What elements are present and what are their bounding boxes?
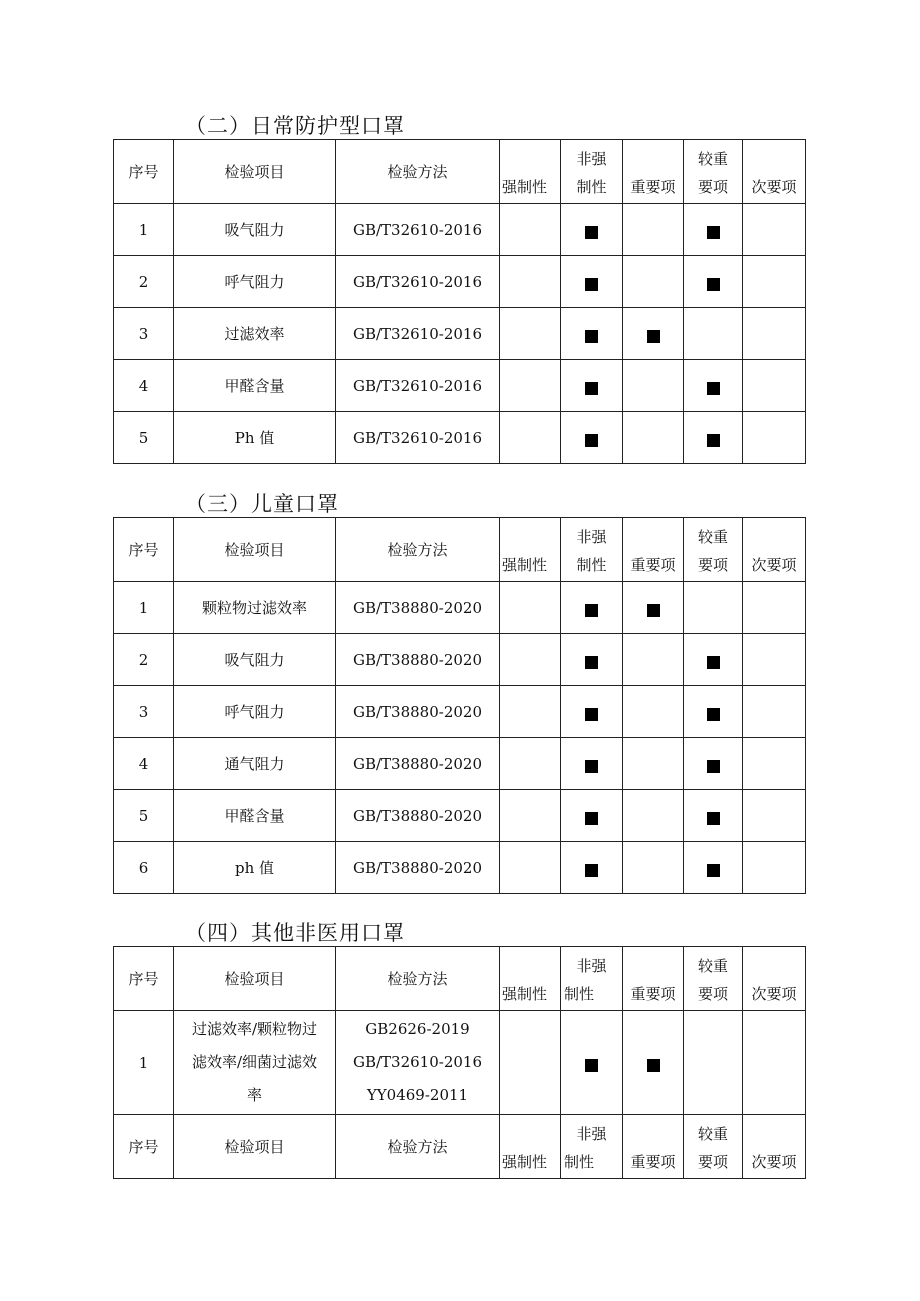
cell-method: GB/T38880-2020 bbox=[336, 790, 500, 842]
header-non-mandatory: 非强 制性 bbox=[561, 1115, 623, 1179]
cell-minor bbox=[743, 842, 806, 894]
header-fairly-important: 较重 要项 bbox=[684, 140, 743, 204]
cell-mandatory bbox=[500, 686, 561, 738]
check-mark-icon bbox=[585, 760, 598, 773]
cell-item: 呼气阻力 bbox=[174, 686, 336, 738]
table-row bbox=[114, 842, 806, 894]
header-method: 检验方法 bbox=[336, 140, 500, 204]
cell-non-mandatory bbox=[561, 790, 623, 842]
check-mark-icon bbox=[585, 1059, 598, 1072]
header-fairly-important: 较重 要项 bbox=[684, 1115, 743, 1179]
cell-minor bbox=[743, 634, 806, 686]
table-children bbox=[113, 517, 806, 894]
cell-item: 甲醛含量 bbox=[174, 790, 336, 842]
cell-important bbox=[623, 842, 684, 894]
cell-important bbox=[623, 686, 684, 738]
cell-non-mandatory bbox=[561, 1011, 623, 1115]
cell-mandatory bbox=[500, 790, 561, 842]
cell-non-mandatory bbox=[561, 204, 623, 256]
header-mandatory: 强制性 bbox=[500, 947, 561, 1011]
cell-minor bbox=[743, 686, 806, 738]
cell-minor bbox=[743, 790, 806, 842]
cell-item: 甲醛含量 bbox=[174, 360, 336, 412]
cell-method: GB/T38880-2020 bbox=[336, 842, 500, 894]
cell-mandatory bbox=[500, 842, 561, 894]
cell-mandatory bbox=[500, 204, 561, 256]
cell-non-mandatory bbox=[561, 686, 623, 738]
check-mark-icon bbox=[707, 708, 720, 721]
cell-non-mandatory bbox=[561, 308, 623, 360]
cell-seq: 6 bbox=[114, 842, 174, 894]
cell-seq: 4 bbox=[114, 360, 174, 412]
cell-seq: 1 bbox=[114, 582, 174, 634]
cell-seq: 2 bbox=[114, 634, 174, 686]
cell-mandatory bbox=[500, 256, 561, 308]
header-important: 重要项 bbox=[623, 140, 684, 204]
table-header-row bbox=[114, 140, 806, 204]
cell-fairly-important bbox=[684, 308, 743, 360]
cell-important bbox=[623, 256, 684, 308]
header-method: 检验方法 bbox=[336, 518, 500, 582]
header-mandatory: 强制性 bbox=[500, 1115, 561, 1179]
cell-seq: 3 bbox=[114, 686, 174, 738]
check-mark-icon bbox=[707, 656, 720, 669]
check-mark-icon bbox=[707, 278, 720, 291]
cell-non-mandatory bbox=[561, 412, 623, 464]
table-row bbox=[114, 1011, 806, 1115]
header-minor: 次要项 bbox=[743, 947, 806, 1011]
cell-important bbox=[623, 1011, 684, 1115]
header-seq: 序号 bbox=[114, 947, 174, 1011]
cell-item: ph 值 bbox=[174, 842, 336, 894]
header-minor: 次要项 bbox=[743, 140, 806, 204]
check-mark-icon bbox=[585, 226, 598, 239]
cell-important bbox=[623, 360, 684, 412]
check-mark-icon bbox=[585, 708, 598, 721]
cell-minor bbox=[743, 360, 806, 412]
cell-important bbox=[623, 204, 684, 256]
cell-fairly-important bbox=[684, 412, 743, 464]
table-row bbox=[114, 790, 806, 842]
check-mark-icon bbox=[647, 604, 660, 617]
check-mark-icon bbox=[707, 382, 720, 395]
cell-mandatory bbox=[500, 308, 561, 360]
cell-important bbox=[623, 308, 684, 360]
cell-fairly-important bbox=[684, 582, 743, 634]
table-row bbox=[114, 256, 806, 308]
check-mark-icon bbox=[707, 812, 720, 825]
cell-non-mandatory bbox=[561, 842, 623, 894]
table-daily bbox=[113, 139, 806, 464]
cell-item: 吸气阻力 bbox=[174, 204, 336, 256]
check-mark-icon bbox=[585, 382, 598, 395]
cell-fairly-important bbox=[684, 790, 743, 842]
check-mark-icon bbox=[585, 330, 598, 343]
cell-item: 吸气阻力 bbox=[174, 634, 336, 686]
header-non-mandatory: 非强 制性 bbox=[561, 518, 623, 582]
cell-seq: 1 bbox=[114, 204, 174, 256]
header-fairly-important: 较重 要项 bbox=[684, 947, 743, 1011]
check-mark-icon bbox=[647, 330, 660, 343]
cell-item: 颗粒物过滤效率 bbox=[174, 582, 336, 634]
cell-item: 过滤效率 bbox=[174, 308, 336, 360]
section-title-other: （四）其他非医用口罩 bbox=[185, 921, 405, 945]
check-mark-icon bbox=[707, 760, 720, 773]
header-item: 检验项目 bbox=[174, 947, 336, 1011]
cell-item: 通气阻力 bbox=[174, 738, 336, 790]
cell-mandatory bbox=[500, 412, 561, 464]
header-mandatory: 强制性 bbox=[500, 518, 561, 582]
cell-item: 呼气阻力 bbox=[174, 256, 336, 308]
cell-mandatory bbox=[500, 1011, 561, 1115]
cell-non-mandatory bbox=[561, 256, 623, 308]
header-minor: 次要项 bbox=[743, 518, 806, 582]
header-important: 重要项 bbox=[623, 947, 684, 1011]
header-item: 检验项目 bbox=[174, 1115, 336, 1179]
cell-non-mandatory bbox=[561, 634, 623, 686]
cell-fairly-important bbox=[684, 360, 743, 412]
cell-minor bbox=[743, 204, 806, 256]
cell-important bbox=[623, 634, 684, 686]
table-header-row bbox=[114, 518, 806, 582]
table-row bbox=[114, 686, 806, 738]
cell-important bbox=[623, 582, 684, 634]
table-row bbox=[114, 360, 806, 412]
check-mark-icon bbox=[647, 1059, 660, 1072]
cell-seq: 3 bbox=[114, 308, 174, 360]
cell-method: GB/T32610-2016 bbox=[336, 204, 500, 256]
table-other bbox=[113, 946, 806, 1179]
header-non-mandatory: 非强 制性 bbox=[561, 947, 623, 1011]
cell-method: GB/T32610-2016 bbox=[336, 412, 500, 464]
section-title-daily: （二）日常防护型口罩 bbox=[185, 114, 405, 138]
check-mark-icon bbox=[707, 226, 720, 239]
cell-method: GB/T38880-2020 bbox=[336, 582, 500, 634]
cell-item: 过滤效率/颗粒物过 滤效率/细菌过滤效 率 bbox=[174, 1011, 336, 1115]
cell-method: GB/T32610-2016 bbox=[336, 360, 500, 412]
cell-item: Ph 值 bbox=[174, 412, 336, 464]
check-mark-icon bbox=[585, 812, 598, 825]
cell-minor bbox=[743, 308, 806, 360]
cell-seq: 1 bbox=[114, 1011, 174, 1115]
cell-method: GB/T38880-2020 bbox=[336, 738, 500, 790]
cell-seq: 5 bbox=[114, 412, 174, 464]
header-important: 重要项 bbox=[623, 1115, 684, 1179]
table-row bbox=[114, 738, 806, 790]
check-mark-icon bbox=[585, 656, 598, 669]
cell-fairly-important bbox=[684, 634, 743, 686]
table-header-row-repeat bbox=[114, 1115, 806, 1179]
section-title-children: （三）儿童口罩 bbox=[185, 492, 339, 516]
check-mark-icon bbox=[585, 278, 598, 291]
cell-minor bbox=[743, 256, 806, 308]
cell-important bbox=[623, 790, 684, 842]
table-row bbox=[114, 582, 806, 634]
header-minor: 次要项 bbox=[743, 1115, 806, 1179]
cell-method: GB2626-2019 GB/T32610-2016 YY0469-2011 bbox=[336, 1011, 500, 1115]
check-mark-icon bbox=[707, 434, 720, 447]
cell-method: GB/T32610-2016 bbox=[336, 308, 500, 360]
cell-method: GB/T38880-2020 bbox=[336, 686, 500, 738]
header-fairly-important: 较重 要项 bbox=[684, 518, 743, 582]
cell-fairly-important bbox=[684, 1011, 743, 1115]
cell-method: GB/T32610-2016 bbox=[336, 256, 500, 308]
cell-seq: 4 bbox=[114, 738, 174, 790]
header-seq: 序号 bbox=[114, 518, 174, 582]
cell-mandatory bbox=[500, 360, 561, 412]
table-row bbox=[114, 204, 806, 256]
header-method: 检验方法 bbox=[336, 947, 500, 1011]
table-row bbox=[114, 308, 806, 360]
cell-fairly-important bbox=[684, 686, 743, 738]
cell-important bbox=[623, 412, 684, 464]
cell-seq: 5 bbox=[114, 790, 174, 842]
cell-minor bbox=[743, 1011, 806, 1115]
cell-important bbox=[623, 738, 684, 790]
header-seq: 序号 bbox=[114, 1115, 174, 1179]
check-mark-icon bbox=[585, 864, 598, 877]
check-mark-icon bbox=[585, 434, 598, 447]
cell-fairly-important bbox=[684, 256, 743, 308]
header-mandatory: 强制性 bbox=[500, 140, 561, 204]
header-non-mandatory: 非强 制性 bbox=[561, 140, 623, 204]
cell-non-mandatory bbox=[561, 360, 623, 412]
cell-seq: 2 bbox=[114, 256, 174, 308]
cell-mandatory bbox=[500, 582, 561, 634]
cell-minor bbox=[743, 412, 806, 464]
cell-fairly-important bbox=[684, 738, 743, 790]
cell-fairly-important bbox=[684, 204, 743, 256]
table-row bbox=[114, 634, 806, 686]
header-item: 检验项目 bbox=[174, 140, 336, 204]
cell-fairly-important bbox=[684, 842, 743, 894]
header-seq: 序号 bbox=[114, 140, 174, 204]
cell-minor bbox=[743, 582, 806, 634]
cell-non-mandatory bbox=[561, 582, 623, 634]
cell-mandatory bbox=[500, 738, 561, 790]
cell-non-mandatory bbox=[561, 738, 623, 790]
header-important: 重要项 bbox=[623, 518, 684, 582]
table-header-row bbox=[114, 947, 806, 1011]
check-mark-icon bbox=[707, 864, 720, 877]
header-item: 检验项目 bbox=[174, 518, 336, 582]
header-method: 检验方法 bbox=[336, 1115, 500, 1179]
check-mark-icon bbox=[585, 604, 598, 617]
cell-method: GB/T38880-2020 bbox=[336, 634, 500, 686]
table-row bbox=[114, 412, 806, 464]
cell-minor bbox=[743, 738, 806, 790]
cell-mandatory bbox=[500, 634, 561, 686]
